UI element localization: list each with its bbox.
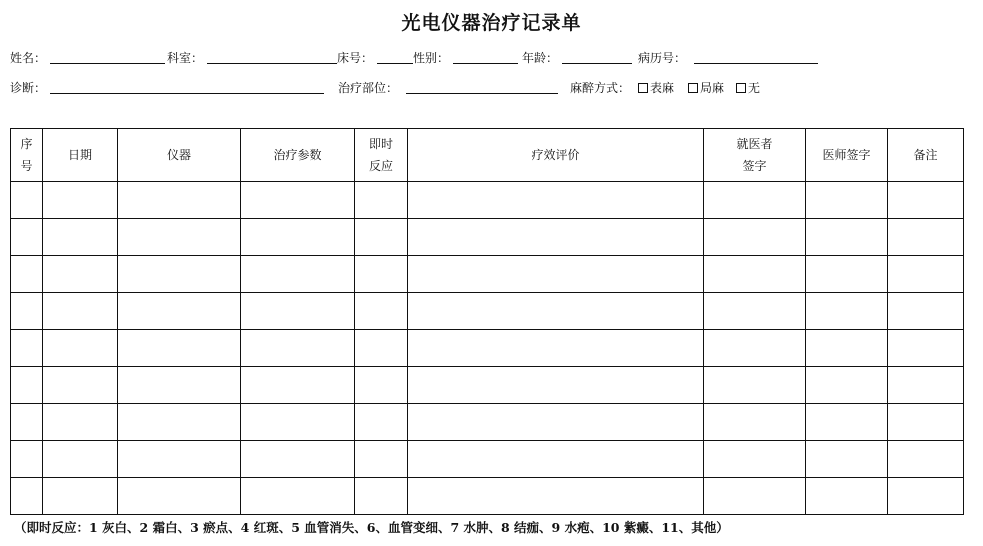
table-cell[interactable] <box>408 256 704 293</box>
table-cell[interactable] <box>355 367 408 404</box>
table-cell[interactable] <box>888 478 964 515</box>
table-cell[interactable] <box>43 478 118 515</box>
table-cell[interactable] <box>704 330 806 367</box>
table-cell[interactable] <box>43 219 118 256</box>
table-cell[interactable] <box>43 182 118 219</box>
table-row <box>11 330 964 367</box>
record-no-label: 病历号： <box>638 51 687 65</box>
anesthesia-label: 麻醉方式： <box>570 81 631 95</box>
table-cell[interactable] <box>43 441 118 478</box>
table-cell[interactable] <box>11 219 43 256</box>
table-cell[interactable] <box>118 367 241 404</box>
table-cell[interactable] <box>408 182 704 219</box>
table-cell[interactable] <box>704 293 806 330</box>
table-cell[interactable] <box>888 219 964 256</box>
table-cell[interactable] <box>806 367 888 404</box>
table-cell[interactable] <box>806 256 888 293</box>
table-cell[interactable] <box>355 478 408 515</box>
table-cell[interactable] <box>241 404 355 441</box>
table-cell[interactable] <box>408 219 704 256</box>
site-field[interactable] <box>406 79 558 94</box>
record-no-field[interactable] <box>694 49 818 64</box>
table-cell[interactable] <box>408 441 704 478</box>
table-cell[interactable] <box>806 330 888 367</box>
table-cell[interactable] <box>118 441 241 478</box>
table-cell[interactable] <box>43 256 118 293</box>
col-seq: 序 号 <box>11 129 43 182</box>
col-patient-sign: 就医者 签字 <box>704 129 806 182</box>
table-cell[interactable] <box>118 219 241 256</box>
table-cell[interactable] <box>355 441 408 478</box>
table-cell[interactable] <box>806 404 888 441</box>
table-cell[interactable] <box>118 330 241 367</box>
table-cell[interactable] <box>888 330 964 367</box>
table-row <box>11 256 964 293</box>
dept-label: 科室： <box>167 51 204 65</box>
table-cell[interactable] <box>408 367 704 404</box>
table-cell[interactable] <box>806 478 888 515</box>
table-cell[interactable] <box>241 293 355 330</box>
col-effect: 疗效评价 <box>408 129 704 182</box>
table-cell[interactable] <box>355 219 408 256</box>
table-cell[interactable] <box>43 330 118 367</box>
col-note: 备注 <box>888 129 964 182</box>
table-cell[interactable] <box>408 404 704 441</box>
table-cell[interactable] <box>118 293 241 330</box>
table-row <box>11 478 964 515</box>
age-field[interactable] <box>562 49 632 64</box>
table-cell[interactable] <box>888 441 964 478</box>
table-row <box>11 293 964 330</box>
col-params: 治疗参数 <box>241 129 355 182</box>
table-cell[interactable] <box>355 404 408 441</box>
table-cell[interactable] <box>704 256 806 293</box>
table-cell[interactable] <box>118 404 241 441</box>
name-label: 姓名： <box>10 51 47 65</box>
col-date: 日期 <box>43 129 118 182</box>
table-cell[interactable] <box>806 441 888 478</box>
table-cell[interactable] <box>704 404 806 441</box>
form-title: 光电仪器治疗记录单 <box>401 12 582 34</box>
table-cell[interactable] <box>11 182 43 219</box>
table-cell[interactable] <box>704 219 806 256</box>
name-field[interactable] <box>50 49 165 64</box>
age-label: 年龄： <box>522 51 559 65</box>
table-row <box>11 367 964 404</box>
table-cell[interactable] <box>11 404 43 441</box>
table-cell[interactable] <box>43 404 118 441</box>
table-cell[interactable] <box>806 219 888 256</box>
table-cell[interactable] <box>241 256 355 293</box>
col-reaction: 即时 反应 <box>355 129 408 182</box>
table-cell[interactable] <box>355 330 408 367</box>
table-cell[interactable] <box>704 441 806 478</box>
table-cell[interactable] <box>355 256 408 293</box>
table-cell[interactable] <box>118 256 241 293</box>
checkbox-icon <box>688 83 698 93</box>
table-cell[interactable] <box>704 367 806 404</box>
table-row <box>11 404 964 441</box>
table-cell[interactable] <box>888 182 964 219</box>
site-label: 治疗部位： <box>338 81 399 95</box>
sex-label: 性别： <box>413 51 450 65</box>
table-cell[interactable] <box>408 478 704 515</box>
table-cell[interactable] <box>806 182 888 219</box>
col-device: 仪器 <box>118 129 241 182</box>
table-cell[interactable] <box>43 293 118 330</box>
table-cell[interactable] <box>11 330 43 367</box>
table-cell[interactable] <box>888 293 964 330</box>
table-cell[interactable] <box>241 478 355 515</box>
table-cell[interactable] <box>43 367 118 404</box>
table-cell[interactable] <box>241 441 355 478</box>
bed-field[interactable] <box>377 49 413 64</box>
table-cell[interactable] <box>704 478 806 515</box>
table-cell[interactable] <box>888 404 964 441</box>
table-cell[interactable] <box>11 367 43 404</box>
table-row <box>11 182 964 219</box>
table-cell[interactable] <box>888 256 964 293</box>
table-cell[interactable] <box>241 330 355 367</box>
anesthesia-option-topical[interactable]: 表麻 <box>638 79 674 96</box>
table-cell[interactable] <box>408 293 704 330</box>
table-cell[interactable] <box>11 256 43 293</box>
checkbox-icon <box>736 83 746 93</box>
table-cell[interactable] <box>118 182 241 219</box>
table-cell[interactable] <box>355 182 408 219</box>
table-header-row <box>11 129 964 182</box>
table-row <box>11 219 964 256</box>
diagnosis-field[interactable] <box>50 79 324 94</box>
table-cell[interactable] <box>11 478 43 515</box>
table-cell[interactable] <box>888 367 964 404</box>
table-cell[interactable] <box>241 367 355 404</box>
table-cell[interactable] <box>241 219 355 256</box>
table-cell[interactable] <box>704 182 806 219</box>
table-cell[interactable] <box>241 182 355 219</box>
table-cell[interactable] <box>118 478 241 515</box>
dept-field[interactable] <box>207 49 337 64</box>
treatment-record-table <box>10 128 964 515</box>
table-row <box>11 441 964 478</box>
col-doctor-sign: 医师签字 <box>806 129 888 182</box>
anesthesia-option-local[interactable]: 局麻 <box>688 79 724 96</box>
checkbox-icon <box>638 83 648 93</box>
table-body <box>11 182 964 515</box>
table-cell[interactable] <box>11 293 43 330</box>
anesthesia-option-none[interactable]: 无 <box>736 79 760 96</box>
diagnosis-label: 诊断： <box>10 81 47 95</box>
bed-label: 床号： <box>337 51 374 65</box>
table-cell[interactable] <box>806 293 888 330</box>
table-cell[interactable] <box>11 441 43 478</box>
table-cell[interactable] <box>408 330 704 367</box>
sex-field[interactable] <box>453 49 518 64</box>
reaction-legend-note: （即时反应：1 灰白、2 霜白、3 瘀点、4 红斑、5 血管消失、6、血管变细、7 水肿、8 结痂、9 水疱、10 紫癜、11、其他） <box>14 520 729 535</box>
table-cell[interactable] <box>355 293 408 330</box>
